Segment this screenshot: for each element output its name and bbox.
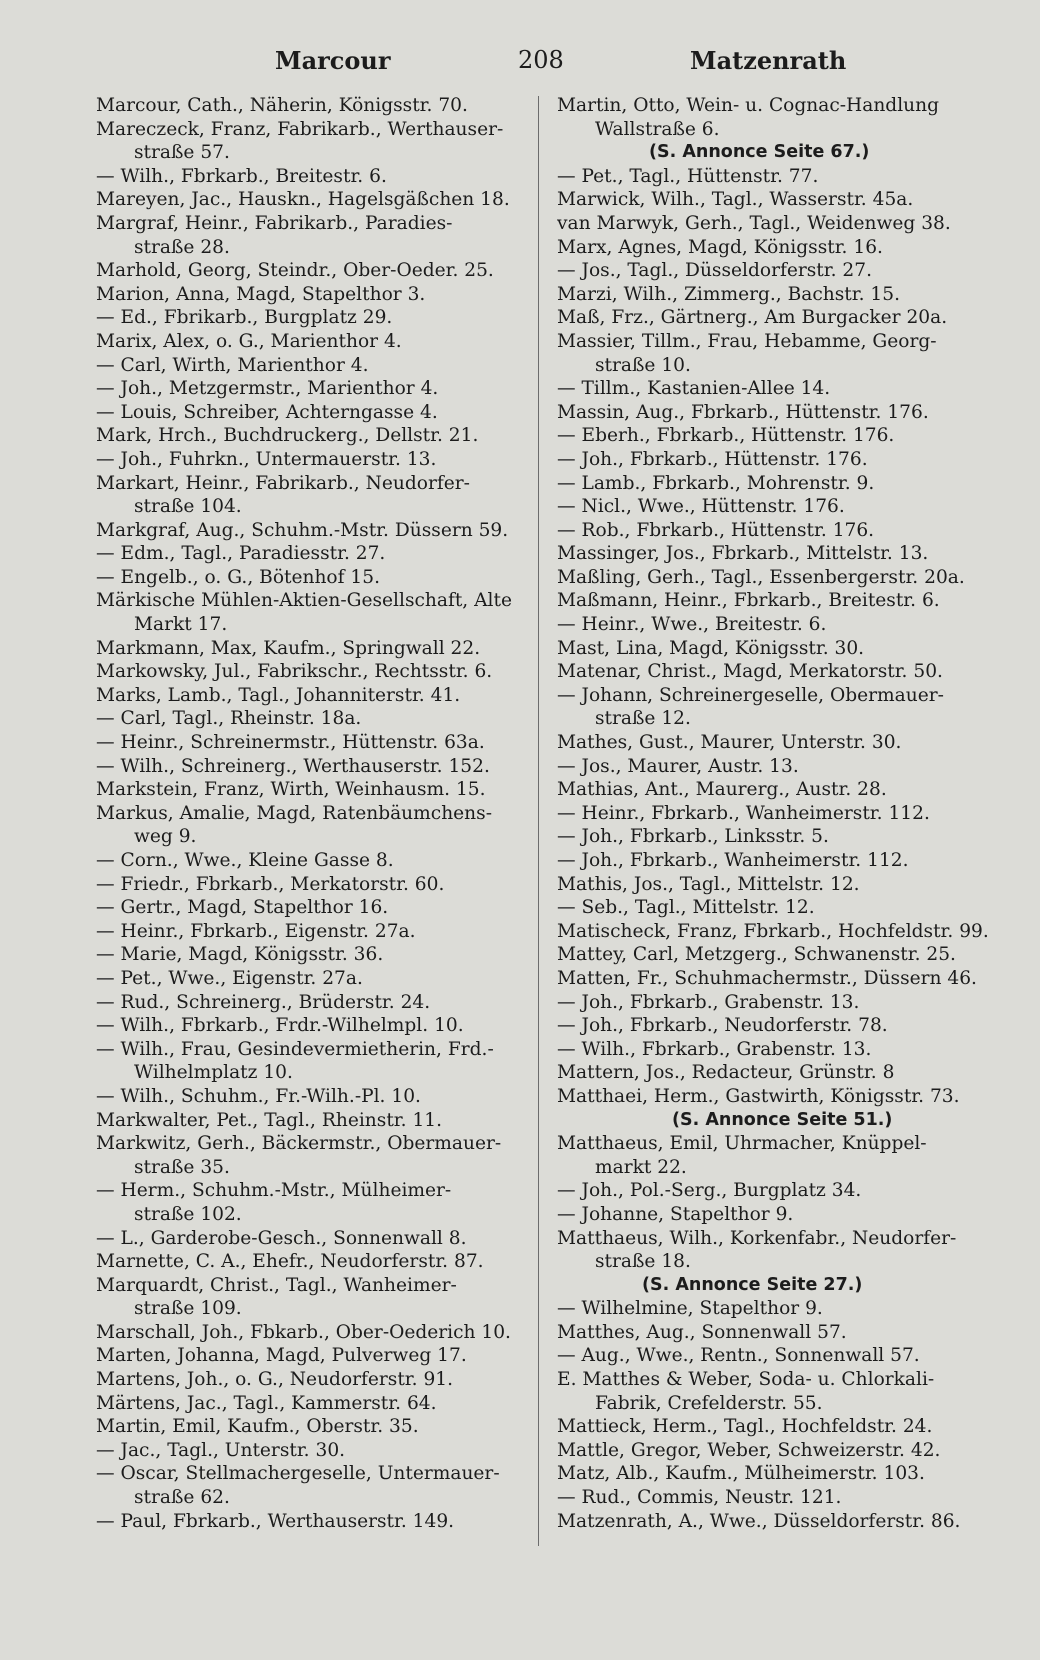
directory-entry-line: Markt 17. [134, 614, 228, 636]
directory-entry-line: Markowsky, Jul., Fabrikschr., Rechtsstr. 6. [96, 661, 493, 683]
directory-entry-line: — Johann, Schreinergeselle, Obermauer- [557, 684, 944, 706]
directory-entry-line: Mattle, Gregor, Weber, Schweizerstr. 42. [557, 1439, 941, 1461]
directory-entry-line: straße 18. [595, 1251, 691, 1273]
header-first-entry: Marcour [275, 46, 391, 75]
directory-entry-line: — Wilh., Schuhm., Fr.-Wilh.-Pl. 10. [96, 1085, 421, 1107]
directory-entry-line: — Aug., Wwe., Rentn., Sonnenwall 57. [557, 1345, 920, 1367]
directory-entry-line: Martin, Otto, Wein- u. Cognac-Handlung [557, 95, 939, 116]
directory-entry-line: — Wilh., Fbrkarb., Grabenstr. 13. [557, 1038, 872, 1060]
directory-entry-line: Maß, Frz., Gärtnerg., Am Burgacker 20a. [557, 307, 948, 329]
directory-entry-line: Wilhelmplatz 10. [134, 1062, 293, 1084]
directory-entry-line: Mark, Hrch., Buchdruckerg., Dellstr. 21. [96, 425, 479, 447]
directory-entry-line: — Pet., Tagl., Hüttenstr. 77. [557, 165, 819, 187]
directory-entry-line: Massier, Tillm., Frau, Hebamme, Georg- [557, 330, 937, 352]
directory-entry-line: Markgraf, Aug., Schuhm.-Mstr. Düssern 59. [96, 519, 509, 541]
directory-entry-line: Mathis, Jos., Tagl., Mittelstr. 12. [557, 873, 860, 895]
directory-entry-line: — Joh., Pol.-Serg., Burgplatz 34. [557, 1180, 862, 1202]
annonce-reference: (S. Annonce Seite 27.) [642, 1274, 863, 1295]
directory-entry-line: Mareyen, Jac., Hauskn., Hagelsgäßchen 18. [96, 189, 510, 211]
directory-entry-line: — Rud., Commis, Neustr. 121. [557, 1487, 842, 1509]
directory-entry-line: Marx, Agnes, Magd, Königsstr. 16. [557, 236, 883, 258]
directory-entry-line: — Joh., Fbrkarb., Grabenstr. 13. [557, 991, 860, 1013]
directory-entry-line: Fabrik, Crefelderstr. 55. [595, 1392, 823, 1414]
directory-entry-line: Mattieck, Herm., Tagl., Hochfeldstr. 24. [557, 1416, 933, 1438]
running-header [0, 46, 1040, 82]
directory-entry-line: straße 12. [595, 708, 691, 730]
directory-entry-line: — Joh., Metzgermstr., Marienthor 4. [96, 378, 439, 400]
directory-entry-line: Matischeck, Franz, Fbrkarb., Hochfeldstr. 99. [557, 920, 989, 942]
directory-entry-line: Mathias, Ant., Maurerg., Austr. 28. [557, 779, 887, 801]
directory-entry-line: Massin, Aug., Fbrkarb., Hüttenstr. 176. [557, 401, 929, 423]
directory-entry-line: — Wilhelmine, Stapelthor 9. [557, 1298, 823, 1320]
directory-entry-line: — Nicl., Wwe., Hüttenstr. 176. [557, 496, 845, 518]
directory-entry-line: — Herm., Schuhm.-Mstr., Mülheimer- [96, 1180, 452, 1202]
directory-entry-line: Markus, Amalie, Magd, Ratenbäumchens- [96, 802, 492, 824]
directory-entry-line: — Carl, Tagl., Rheinstr. 18a. [96, 708, 362, 730]
directory-entry-line: Marks, Lamb., Tagl., Johanniterstr. 41. [96, 684, 461, 706]
directory-entry-line: Märkische Mühlen-Aktien-Gesellschaft, Alte [96, 590, 512, 612]
directory-entry-line: — Friedr., Fbrkarb., Merkatorstr. 60. [96, 873, 445, 895]
directory-entry-line: Matthaeus, Emil, Uhrmacher, Knüppel- [557, 1133, 927, 1155]
directory-entry-line: Marix, Alex, o. G., Marienthor 4. [96, 330, 402, 352]
directory-entry-line: — Heinr., Fbrkarb., Eigenstr. 27a. [96, 920, 416, 942]
directory-entry-line: Martin, Emil, Kaufm., Oberstr. 35. [96, 1416, 419, 1438]
directory-entry-line: straße 62. [134, 1487, 230, 1509]
directory-entry-line: — Edm., Tagl., Paradiesstr. 27. [96, 543, 386, 565]
directory-entry-line: Matenar, Christ., Magd, Merkatorstr. 50. [557, 661, 943, 683]
directory-entry-line: Mareczeck, Franz, Fabrikarb., Werthauser- [96, 118, 504, 140]
directory-entry-line: Wallstraße 6. [595, 118, 720, 140]
directory-entry-line: straße 109. [134, 1298, 242, 1320]
directory-entry-line: Markstein, Franz, Wirth, Weinhausm. 15. [96, 779, 486, 801]
right-column [557, 94, 997, 1533]
directory-entry-line: Marhold, Georg, Steindr., Ober-Oeder. 25. [96, 260, 494, 282]
directory-entry-line: — Wilh., Fbrkarb., Frdr.-Wilhelmpl. 10. [96, 1015, 464, 1037]
directory-entry-line: straße 35. [134, 1156, 230, 1178]
directory-entry-line: weg 9. [134, 826, 197, 848]
directory-entry-line: Matthaei, Herm., Gastwirth, Königsstr. 73. [557, 1085, 960, 1107]
directory-entry-line: — Rud., Schreinerg., Brüderstr. 24. [96, 991, 431, 1013]
directory-entry-line: Martens, Joh., o. G., Neudorferstr. 91. [96, 1369, 454, 1391]
directory-entry-line: Marion, Anna, Magd, Stapelthor 3. [96, 283, 426, 305]
directory-entry-line: — Oscar, Stellmachergeselle, Untermauer- [96, 1463, 500, 1485]
directory-entry-line: — Marie, Magd, Königsstr. 36. [96, 944, 384, 966]
directory-entry-line: — Carl, Wirth, Marienthor 4. [96, 354, 369, 376]
directory-entry-line: — Jos., Maurer, Austr. 13. [557, 755, 799, 777]
directory-entry-line: — Jac., Tagl., Unterstr. 30. [96, 1439, 346, 1461]
directory-entry-line: Mathes, Gust., Maurer, Unterstr. 30. [557, 732, 902, 754]
annonce-reference: (S. Annonce Seite 51.) [672, 1109, 893, 1130]
directory-entry-line: — Louis, Schreiber, Achterngasse 4. [96, 401, 438, 423]
directory-entry-line: Marten, Johanna, Magd, Pulverweg 17. [96, 1345, 467, 1367]
directory-entry-line: — Eberh., Fbrkarb., Hüttenstr. 176. [557, 425, 895, 447]
directory-entry-line: straße 28. [134, 236, 230, 258]
page-number: 208 [518, 46, 564, 74]
directory-entry-line: — Paul, Fbrkarb., Werthauserstr. 149. [96, 1510, 455, 1532]
directory-entry-line: Matzenrath, A., Wwe., Düsseldorferstr. 86. [557, 1510, 961, 1532]
directory-entry-line: Massinger, Jos., Fbrkarb., Mittelstr. 13. [557, 543, 929, 565]
directory-entry-line: — Lamb., Fbrkarb., Mohrenstr. 9. [557, 472, 875, 494]
directory-entry-line: Marcour, Cath., Näherin, Königsstr. 70. [96, 95, 468, 116]
directory-entry-line: — Engelb., o. G., Bötenhof 15. [96, 566, 380, 588]
directory-entry-line: Markwalter, Pet., Tagl., Rheinstr. 11. [96, 1109, 443, 1131]
directory-entry-line: — Joh., Fbrkarb., Wanheimerstr. 112. [557, 850, 909, 871]
directory-entry-line: — Heinr., Schreinermstr., Hüttenstr. 63a. [96, 732, 485, 754]
directory-entry-line: — Joh., Fbrkarb., Linksstr. 5. [557, 826, 829, 848]
directory-entry-line: straße 10. [595, 354, 691, 376]
directory-entry-line: straße 102. [134, 1203, 242, 1225]
directory-entry-line: Mattey, Carl, Metzgerg., Schwanenstr. 25. [557, 944, 956, 966]
directory-entry-line: van Marwyk, Gerh., Tagl., Weidenweg 38. [557, 212, 951, 234]
directory-entry-line: — Seb., Tagl., Mittelstr. 12. [557, 897, 815, 919]
directory-entry-line: — Wilh., Schreinerg., Werthauserstr. 152. [96, 755, 490, 777]
directory-entry-line: Markwitz, Gerh., Bäckermstr., Obermauer- [96, 1133, 502, 1155]
directory-entry-line: — Rob., Fbrkarb., Hüttenstr. 176. [557, 519, 875, 541]
directory-entry-line: Marschall, Joh., Fbkarb., Ober-Oederich 10. [96, 1321, 511, 1343]
left-column [96, 94, 536, 1533]
directory-entry-line: Markart, Heinr., Fabrikarb., Neudorfer- [96, 472, 470, 494]
directory-entry-line: Maßmann, Heinr., Fbrkarb., Breitestr. 6. [557, 590, 940, 612]
directory-entry-line: Markmann, Max, Kaufm., Springwall 22. [96, 637, 481, 659]
directory-entry-line: Mattern, Jos., Redacteur, Grünstr. 8 [557, 1062, 895, 1084]
directory-entry-line: — Corn., Wwe., Kleine Gasse 8. [96, 850, 394, 871]
directory-entry-line: — L., Garderobe-Gesch., Sonnenwall 8. [96, 1227, 467, 1249]
directory-entry-line: Matthaeus, Wilh., Korkenfabr., Neudorfer- [557, 1227, 957, 1249]
header-last-entry: Matzenrath [690, 46, 847, 75]
directory-entry-line: — Ed., Fbrikarb., Burgplatz 29. [96, 307, 393, 329]
directory-entry-line: markt 22. [595, 1156, 687, 1178]
directory-entry-line: — Gertr., Magd, Stapelthor 16. [96, 897, 389, 919]
directory-entry-line: — Wilh., Fbrkarb., Breitestr. 6. [96, 165, 387, 187]
annonce-reference: (S. Annonce Seite 67.) [649, 142, 870, 163]
directory-entry-line: Maßling, Gerh., Tagl., Essenbergerstr. 20a. [557, 566, 965, 588]
directory-entry-line: Marquardt, Christ., Tagl., Wanheimer- [96, 1274, 457, 1296]
directory-entry-line: straße 104. [134, 496, 242, 518]
directory-entry-line: Matz, Alb., Kaufm., Mülheimerstr. 103. [557, 1463, 925, 1485]
directory-entry-line: Matthes, Aug., Sonnenwall 57. [557, 1321, 847, 1343]
column-divider [538, 96, 539, 1546]
directory-entry-line: — Jos., Tagl., Düsseldorferstr. 27. [557, 260, 872, 282]
directory-entry-line: — Johanne, Stapelthor 9. [557, 1203, 794, 1225]
directory-entry-line: — Joh., Fbrkarb., Hüttenstr. 176. [557, 448, 868, 470]
directory-entry-line: — Tillm., Kastanien-Allee 14. [557, 378, 831, 400]
directory-entry-line: — Pet., Wwe., Eigenstr. 27a. [96, 967, 363, 989]
directory-entry-line: — Heinr., Wwe., Breitestr. 6. [557, 614, 827, 636]
directory-entry-line: Matten, Fr., Schuhmachermstr., Düssern 46. [557, 967, 977, 989]
directory-entry-line: Marwick, Wilh., Tagl., Wasserstr. 45a. [557, 189, 914, 211]
directory-entry-line: straße 57. [134, 142, 230, 164]
directory-entry-line: Märtens, Jac., Tagl., Kammerstr. 64. [96, 1392, 437, 1414]
directory-entry-line: E. Matthes & Weber, Soda- u. Chlorkali- [557, 1369, 935, 1391]
directory-entry-line: Margraf, Heinr., Fabrikarb., Paradies- [96, 212, 453, 234]
directory-entry-line: Mast, Lina, Magd, Königsstr. 30. [557, 637, 865, 659]
directory-entry-line: Marnette, C. A., Ehefr., Neudorferstr. 87. [96, 1251, 484, 1273]
directory-entry-line: — Joh., Fuhrkn., Untermauerstr. 13. [96, 448, 437, 470]
directory-entry-line: — Joh., Fbrkarb., Neudorferstr. 78. [557, 1015, 888, 1037]
directory-entry-line: Marzi, Wilh., Zimmerg., Bachstr. 15. [557, 283, 901, 305]
directory-entry-line: — Heinr., Fbrkarb., Wanheimerstr. 112. [557, 802, 930, 824]
directory-entry-line: — Wilh., Frau, Gesindevermietherin, Frd.- [96, 1038, 494, 1060]
